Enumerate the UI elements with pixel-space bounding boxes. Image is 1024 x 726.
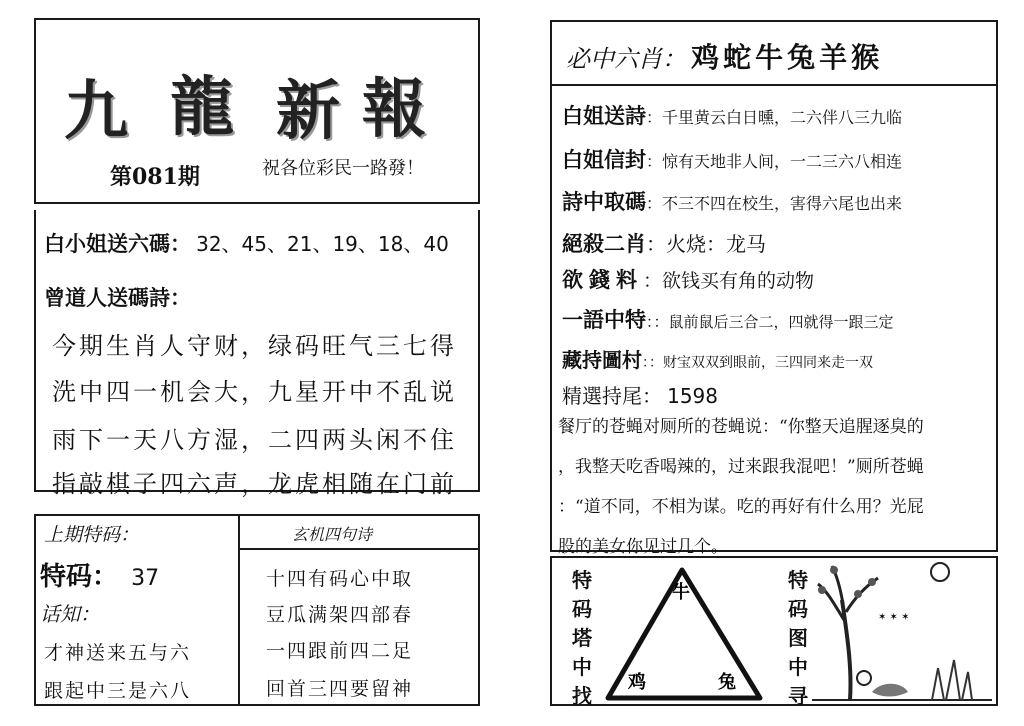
tower-label-char: 特 [572,568,592,592]
right-row-4 [562,228,766,258]
right-row-value: ：惊有天地非人间，一二三六八相连 [646,152,903,171]
tower-label [570,566,594,711]
issue-number: 第081期 [110,164,200,190]
right-row-label: 藏持圖村 [562,348,642,372]
story-line-3: ：“道不同，不相为谋。吃的再好有什么用？光屁 [558,497,924,517]
picture-label-char: 寻 [788,684,808,708]
tail-row [562,380,718,409]
huazhi-line-2: 跟起中三是六八 [44,680,192,702]
ji-poem-line-2: 豆瓜满架四部春 [266,604,414,626]
story-line-1: 餐厅的苍蝇对厕所的苍蝇说：“你整天追腥逐臭的 [558,417,924,437]
rocks [872,684,908,697]
tree-trunk [842,600,851,700]
huazhi-label: 话知： [40,602,100,626]
ji-poem-title: 玄机四句诗 [292,525,373,544]
right-row-7 [562,344,873,373]
fruit [818,586,826,594]
masthead-char-4: 報 [362,72,426,147]
picture-label-char: 图 [788,626,808,650]
tree-branch [818,566,878,620]
tail-value: 1598 [667,384,718,408]
tema-row [40,556,159,593]
daoren-poem-line-1: 今期生肖人守财，绿码旺气三七得 [52,332,457,360]
tower-label-char: 码 [572,597,592,621]
daoren-label: 曾道人送碼詩： [44,286,191,310]
right-row-value: ：：财宝双双到眼前，三四同来走一双 [642,355,873,371]
daoren-poem-line-3: 雨下一天八方湿，二四两头闲不住 [52,426,457,454]
right-row-label: 一語中特 [562,308,646,332]
right-row-value: ：不三不四在校生，害得六尾也出来 [646,194,903,213]
ji-poem-line-4: 回首三四要留神 [266,678,414,700]
masthead-char-2: 龍 [170,70,234,145]
tail-label: 精選持尾： [562,384,662,408]
greeting: 祝各位彩民一路發！ [262,158,424,179]
fruit [868,578,876,586]
story-line-2: ，我整天吃香喝辣的，过来跟我混吧！”厕所苍蝇 [558,457,924,477]
right-row-2 [562,144,902,174]
huazhi-line-1: 才神送来五与六 [44,642,192,664]
right-row-value: ：：鼠前鼠后三合二，四就得一跟三定 [646,313,894,331]
ji-poem-divider [238,548,480,550]
right-row-label: 詩中取碼 [562,190,646,214]
six-codes-row [44,228,449,258]
last-issue-label: 上期特码： [44,524,140,546]
animal [857,671,871,685]
right-row-1 [562,100,902,130]
must-six-value: 鸡蛇牛兔羊猴 [691,41,884,74]
tower-label-char: 塔 [572,626,592,650]
right-row-value: ：火烧：龙马 [646,232,766,256]
right-row-5 [562,264,814,294]
ji-poem-line-3: 一四跟前四二足 [266,640,414,662]
fruit [854,590,862,598]
right-row-label: 絕殺二肖 [562,232,646,256]
right-row-label: 白姐送詩 [562,104,646,128]
six-codes-label: 白小姐送六碼： [44,232,191,256]
picture-label-char: 特 [788,568,808,592]
daoren-poem-line-4: 指敲棋子四六声，龙虎相随在门前 [52,470,457,498]
must-six-row [566,36,883,76]
right-row-3 [562,186,902,216]
right-row-label: 欲錢料 [562,268,643,292]
right-row-label: 白姐信封 [562,148,646,172]
tema-value: 37 [131,566,160,591]
tower-right: 兔 [718,672,736,693]
picture-label-char: 码 [788,597,808,621]
masthead-char-3: 新 [276,74,340,149]
picture-label-char: 中 [788,655,808,679]
fruit [830,566,838,574]
masthead-char-1: 九 [64,74,128,149]
tower-label-char: 中 [572,655,592,679]
must-six-label: 必中六肖： [566,45,686,73]
right-row-value: ：千里黄云白日曛，二六伴八三九临 [646,108,903,127]
right-row-value: ：欲钱买有角的动物 [643,270,815,292]
tower-left: 鸡 [628,672,646,693]
grass [932,660,972,700]
tower-top: 牛 [672,582,690,603]
moon [931,563,949,581]
birds: ✶ ✶ ✶ [878,612,910,623]
story-line-4: 股的美女你见过几个。 [558,537,728,557]
ji-poem-line-1: 十四有码心中取 [266,568,414,590]
tower-triangle [600,560,770,706]
picture-label [786,566,810,711]
tower-label-char: 找 [572,684,592,708]
six-codes-value: 32、45、21、19、18、40 [196,232,449,256]
tema-label: 特码： [40,562,119,592]
daoren-poem-line-2: 洗中四一机会大，九星开中不乱说 [52,378,457,406]
right-row-6 [562,304,894,334]
riddle-picture [812,560,992,704]
